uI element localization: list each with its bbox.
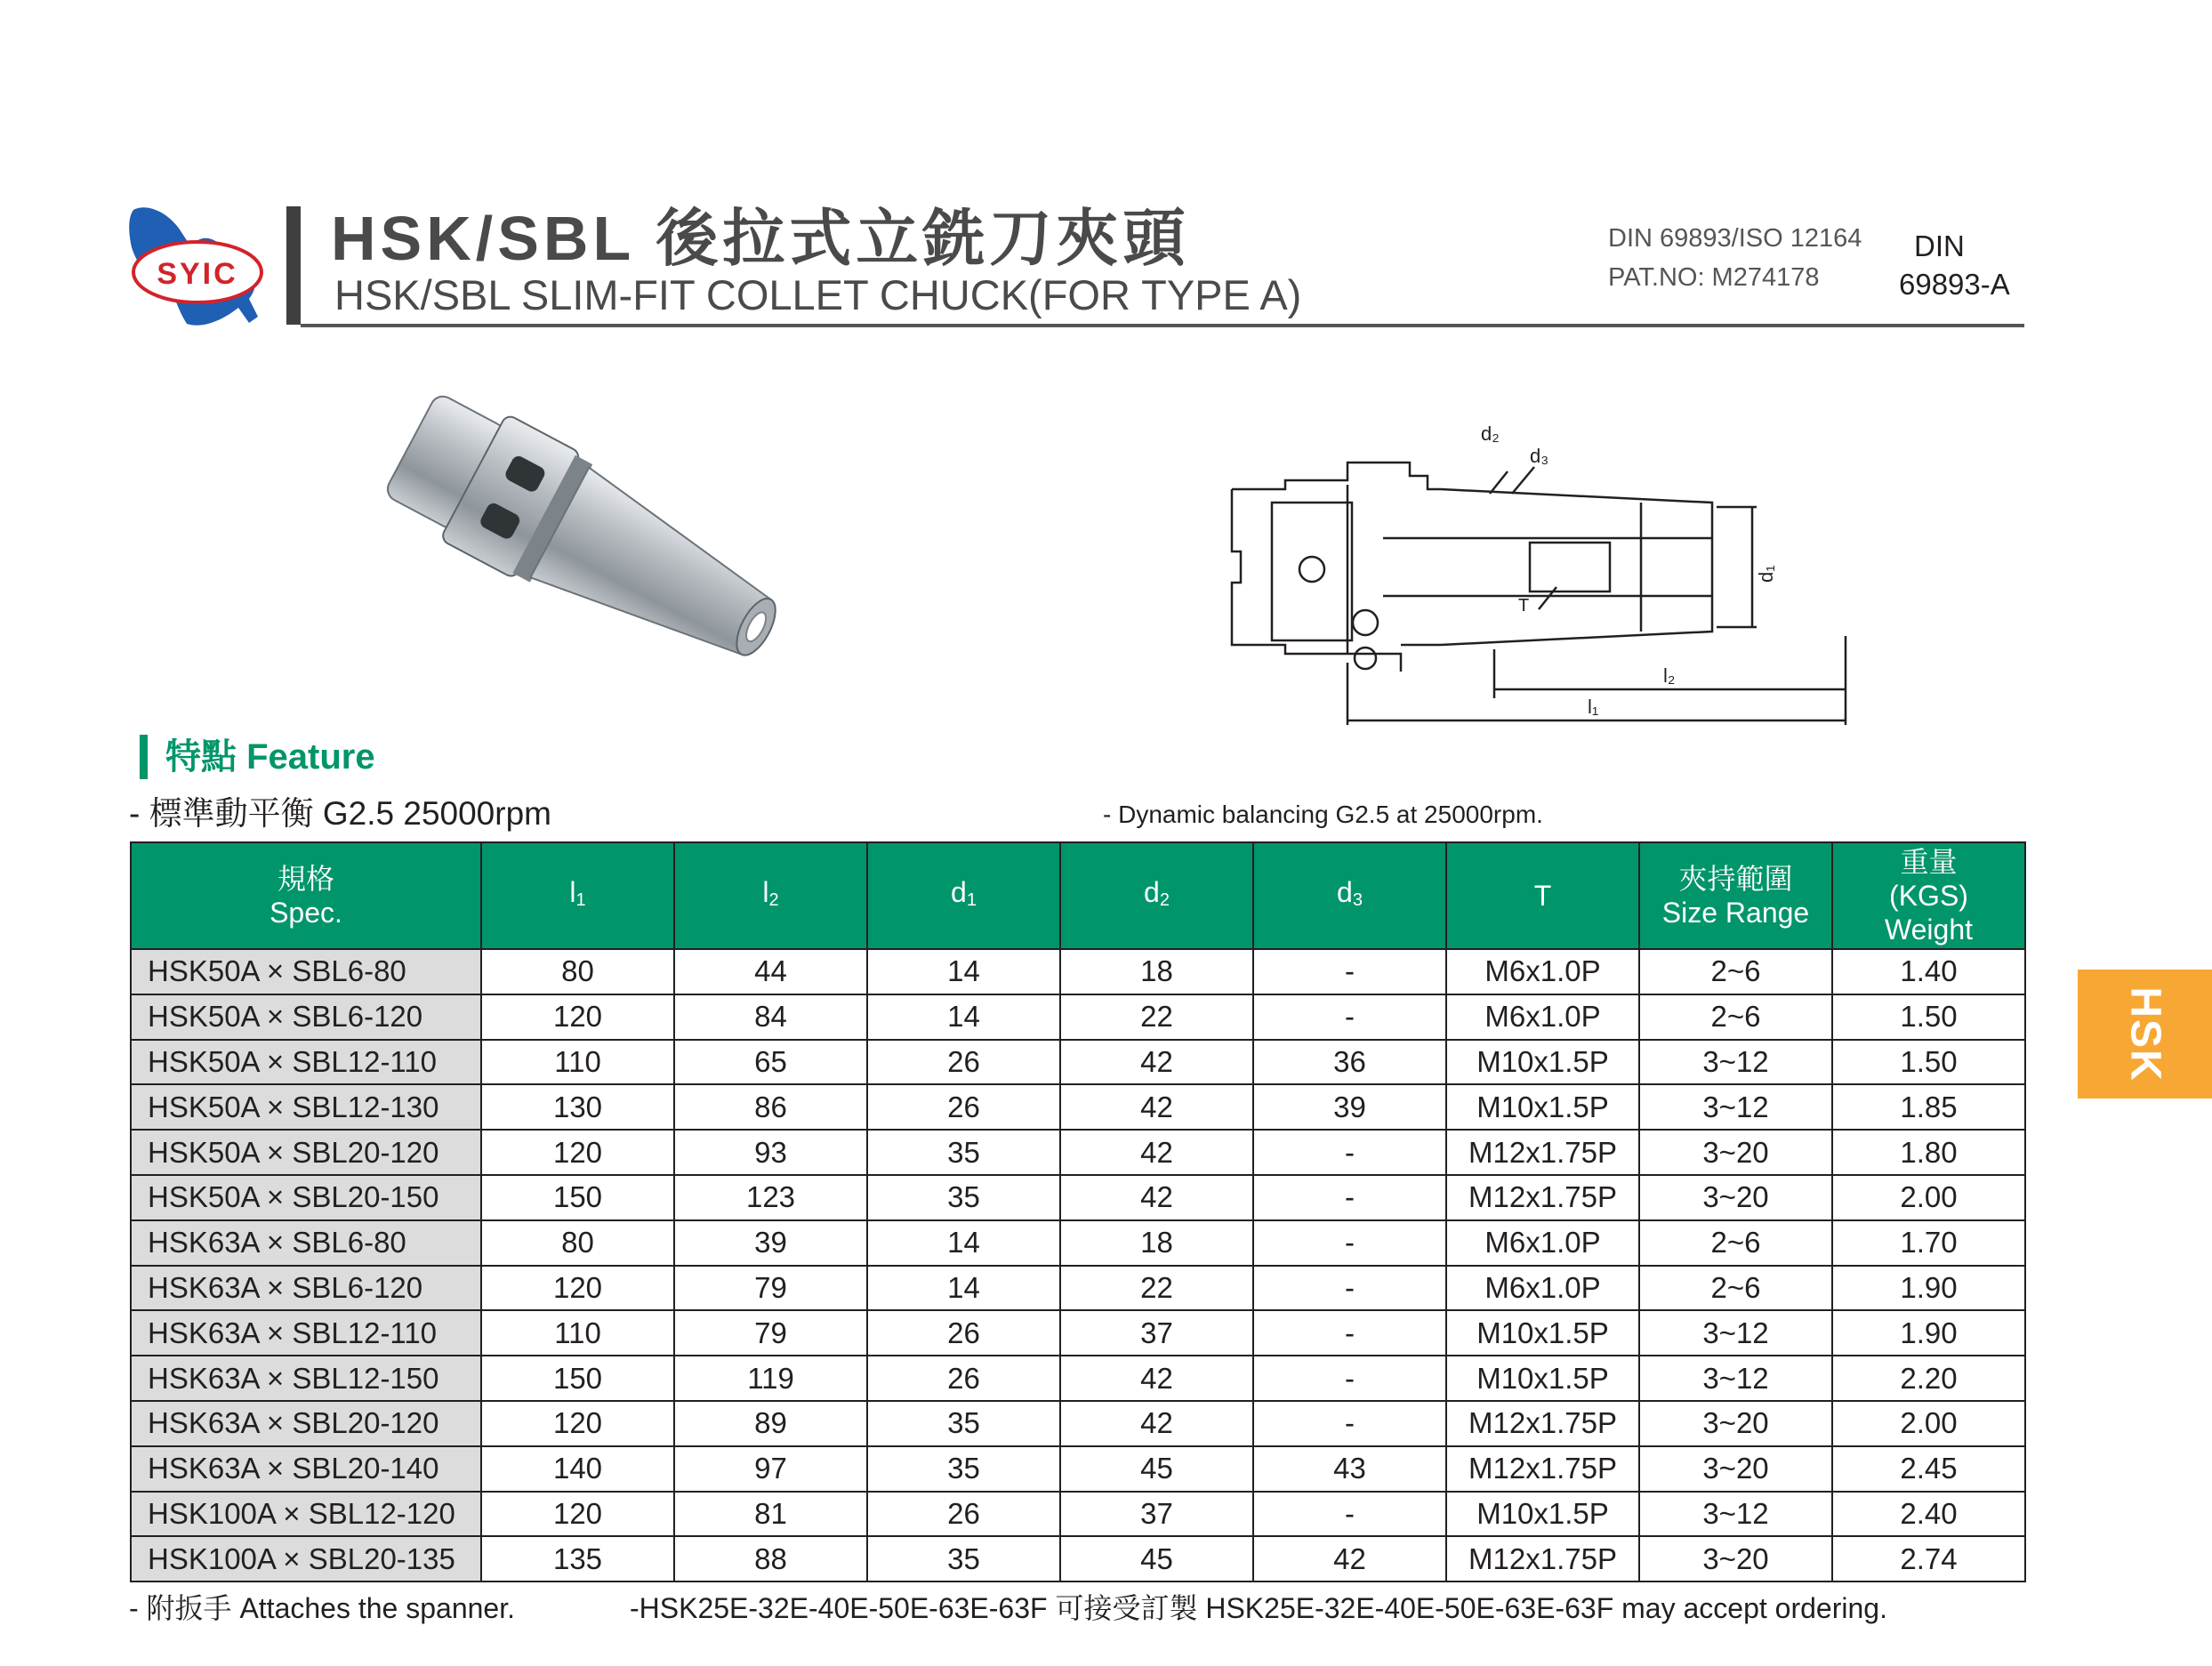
- cell-l2: 86: [674, 1084, 867, 1130]
- cell-d2: 37: [1060, 1310, 1253, 1356]
- cell-d1: 35: [867, 1536, 1060, 1581]
- feature-heading: 特點 Feature: [165, 737, 375, 777]
- table-row: [131, 1401, 2025, 1446]
- cell-d3: -: [1253, 1266, 1446, 1311]
- cell-thread: M12x1.75P: [1446, 1536, 1639, 1581]
- table-row: [131, 1175, 2025, 1220]
- technical-drawing: [1223, 405, 1908, 734]
- cell-l1: 150: [481, 1356, 674, 1401]
- cell-l1: 140: [481, 1446, 674, 1492]
- side-tab-label: HSK: [2121, 986, 2168, 1082]
- cell-weight: 2.20: [1832, 1356, 2025, 1401]
- cell-d1: 35: [867, 1130, 1060, 1175]
- cell-thread: M12x1.75P: [1446, 1175, 1639, 1220]
- cell-l2: 119: [674, 1356, 867, 1401]
- drawing-label-l2: l₂: [1663, 664, 1676, 687]
- cell-d2: 42: [1060, 1130, 1253, 1175]
- cell-spec: HSK100A × SBL12-120: [131, 1492, 481, 1537]
- cell-weight: 1.40: [1832, 949, 2025, 994]
- cell-weight: 1.85: [1832, 1084, 2025, 1130]
- cell-d1: 26: [867, 1492, 1060, 1537]
- cell-thread: M6x1.0P: [1446, 1266, 1639, 1311]
- feature-item-english: - Dynamic balancing G2.5 at 25000rpm.: [1103, 801, 1543, 828]
- cell-size-range: 3~20: [1639, 1446, 1832, 1492]
- cell-weight: 2.00: [1832, 1175, 2025, 1220]
- cell-d1: 26: [867, 1084, 1060, 1130]
- cell-d2: 42: [1060, 1401, 1253, 1446]
- cell-thread: M10x1.5P: [1446, 1084, 1639, 1130]
- cell-d3: -: [1253, 1310, 1446, 1356]
- spec-table: [130, 841, 2026, 1582]
- cell-d1: 26: [867, 1310, 1060, 1356]
- cell-d2: 42: [1060, 1356, 1253, 1401]
- cell-l2: 65: [674, 1040, 867, 1085]
- product-photo: [338, 391, 854, 783]
- cell-l1: 110: [481, 1040, 674, 1085]
- cell-d1: 35: [867, 1175, 1060, 1220]
- cell-spec: HSK63A × SBL6-120: [131, 1266, 481, 1311]
- cell-size-range: 3~12: [1639, 1356, 1832, 1401]
- page-title-chinese: HSK/SBL 後拉式立銑刀夾頭: [331, 204, 1190, 273]
- cell-d2: 42: [1060, 1175, 1253, 1220]
- cell-spec: HSK63A × SBL20-140: [131, 1446, 481, 1492]
- cell-thread: M10x1.5P: [1446, 1492, 1639, 1537]
- header-l1: $l_1$: [481, 842, 674, 949]
- cell-l2: 79: [674, 1310, 867, 1356]
- table-row: [131, 949, 2025, 994]
- cell-weight: 1.70: [1832, 1220, 2025, 1266]
- table-row: [131, 1446, 2025, 1492]
- cell-spec: HSK50A × SBL6-80: [131, 949, 481, 994]
- cell-l1: 110: [481, 1310, 674, 1356]
- cell-spec: HSK63A × SBL6-80: [131, 1220, 481, 1266]
- cell-d3: -: [1253, 994, 1446, 1040]
- table-row: [131, 1084, 2025, 1130]
- drawing-label-T: T: [1518, 596, 1530, 616]
- table-row: [131, 1310, 2025, 1356]
- cell-spec: HSK63A × SBL12-110: [131, 1310, 481, 1356]
- cell-weight: 1.80: [1832, 1130, 2025, 1175]
- cell-d3: 39: [1253, 1084, 1446, 1130]
- cell-l2: 93: [674, 1130, 867, 1175]
- cell-l1: 120: [481, 1401, 674, 1446]
- cell-weight: 2.40: [1832, 1492, 2025, 1537]
- table-row: [131, 1130, 2025, 1175]
- header-divider: [301, 324, 2024, 327]
- cell-spec: HSK50A × SBL20-120: [131, 1130, 481, 1175]
- cell-d1: 14: [867, 1220, 1060, 1266]
- cell-d1: 26: [867, 1040, 1060, 1085]
- cell-d2: 42: [1060, 1084, 1253, 1130]
- cell-l1: 120: [481, 994, 674, 1040]
- cell-l2: 44: [674, 949, 867, 994]
- table-row: [131, 1492, 2025, 1537]
- drawing-label-l1: l₁: [1588, 696, 1599, 718]
- title-accent-bar: [286, 206, 301, 325]
- cell-d1: 26: [867, 1356, 1060, 1401]
- header-weight: 重量 (KGS) Weight: [1832, 842, 2025, 949]
- cell-weight: 2.00: [1832, 1401, 2025, 1446]
- cell-size-range: 3~20: [1639, 1401, 1832, 1446]
- cell-size-range: 3~12: [1639, 1040, 1832, 1085]
- header-l2: $l_2$: [674, 842, 867, 949]
- cell-l2: 88: [674, 1536, 867, 1581]
- cell-size-range: 3~12: [1639, 1084, 1832, 1130]
- header-d1: $d_1$: [867, 842, 1060, 949]
- header-spec: 規格 Spec.: [131, 842, 481, 949]
- cell-l1: 120: [481, 1266, 674, 1311]
- table-row: [131, 1536, 2025, 1581]
- cell-thread: M6x1.0P: [1446, 994, 1639, 1040]
- cell-thread: M6x1.0P: [1446, 1220, 1639, 1266]
- cell-d3: -: [1253, 1220, 1446, 1266]
- header-d3: $d_3$: [1253, 842, 1446, 949]
- standard-text: DIN 69893/ISO 12164: [1608, 224, 1862, 253]
- drawing-label-d3: d₃: [1530, 445, 1549, 467]
- cell-thread: M10x1.5P: [1446, 1310, 1639, 1356]
- cell-size-range: 3~12: [1639, 1492, 1832, 1537]
- cell-spec: HSK100A × SBL20-135: [131, 1536, 481, 1581]
- cell-thread: M10x1.5P: [1446, 1040, 1639, 1085]
- cell-l1: 120: [481, 1130, 674, 1175]
- cell-thread: M12x1.75P: [1446, 1401, 1639, 1446]
- cell-d2: 45: [1060, 1446, 1253, 1492]
- cell-d2: 37: [1060, 1492, 1253, 1537]
- cell-weight: 2.74: [1832, 1536, 2025, 1581]
- cell-l2: 123: [674, 1175, 867, 1220]
- drawing-label-d2: d₂: [1481, 423, 1500, 445]
- feature-item-chinese: - 標準動平衡 G2.5 25000rpm: [129, 795, 551, 832]
- cell-d3: 43: [1253, 1446, 1446, 1492]
- table-row: [131, 994, 2025, 1040]
- cell-l2: 81: [674, 1492, 867, 1537]
- cell-size-range: 2~6: [1639, 994, 1832, 1040]
- cell-weight: 1.50: [1832, 994, 2025, 1040]
- logo-text: SYIC: [157, 257, 238, 291]
- cell-d3: 42: [1253, 1536, 1446, 1581]
- page-title-english: HSK/SBL SLIM-FIT COLLET CHUCK(FOR TYPE A): [334, 271, 1302, 318]
- cell-size-range: 2~6: [1639, 949, 1832, 994]
- cell-spec: HSK50A × SBL12-110: [131, 1040, 481, 1085]
- cell-l1: 150: [481, 1175, 674, 1220]
- cell-d2: 22: [1060, 1266, 1253, 1311]
- cell-size-range: 3~12: [1639, 1310, 1832, 1356]
- syic-logo: [125, 203, 271, 345]
- cell-d1: 14: [867, 1266, 1060, 1311]
- cell-d3: -: [1253, 1492, 1446, 1537]
- header-d2: $d_2$: [1060, 842, 1253, 949]
- cell-l2: 89: [674, 1401, 867, 1446]
- cell-weight: 1.90: [1832, 1266, 2025, 1311]
- cell-l1: 80: [481, 1220, 674, 1266]
- side-tab-hsk[interactable]: [2078, 970, 2212, 1099]
- cell-size-range: 3~20: [1639, 1536, 1832, 1581]
- cell-l2: 84: [674, 994, 867, 1040]
- cell-l1: 80: [481, 949, 674, 994]
- cell-weight: 2.45: [1832, 1446, 2025, 1492]
- cell-l2: 39: [674, 1220, 867, 1266]
- cell-weight: 1.90: [1832, 1310, 2025, 1356]
- cell-weight: 1.50: [1832, 1040, 2025, 1085]
- header-thread: T: [1446, 842, 1639, 949]
- cell-d1: 14: [867, 994, 1060, 1040]
- cell-thread: M6x1.0P: [1446, 949, 1639, 994]
- header-size-range: 夾持範圍 Size Range: [1639, 842, 1832, 949]
- din-label-line1: DIN: [1914, 229, 1965, 262]
- cell-size-range: 3~20: [1639, 1175, 1832, 1220]
- table-row: [131, 1040, 2025, 1085]
- cell-d3: -: [1253, 949, 1446, 994]
- cell-l2: 97: [674, 1446, 867, 1492]
- cell-thread: M12x1.75P: [1446, 1446, 1639, 1492]
- table-row: [131, 1356, 2025, 1401]
- cell-d2: 18: [1060, 949, 1253, 994]
- drawing-label-d1: d₁: [1755, 565, 1777, 583]
- footer-note-ordering: -HSK25E-32E-40E-50E-63E-63F 可接受訂製 HSK25E-32E-40E-50E-63E-63F may accept ordering.: [630, 1592, 1887, 1624]
- cell-d1: 35: [867, 1401, 1060, 1446]
- cell-d2: 42: [1060, 1040, 1253, 1085]
- cell-size-range: 3~20: [1639, 1130, 1832, 1175]
- table-header-row: [131, 842, 2025, 949]
- cell-d2: 18: [1060, 1220, 1253, 1266]
- cell-d3: -: [1253, 1401, 1446, 1446]
- table-row: [131, 1266, 2025, 1311]
- cell-spec: HSK50A × SBL12-130: [131, 1084, 481, 1130]
- cell-d3: 36: [1253, 1040, 1446, 1085]
- cell-spec: HSK63A × SBL20-120: [131, 1401, 481, 1446]
- table-row: [131, 1220, 2025, 1266]
- cell-spec: HSK50A × SBL6-120: [131, 994, 481, 1040]
- cell-size-range: 2~6: [1639, 1220, 1832, 1266]
- cell-l2: 79: [674, 1266, 867, 1311]
- cell-d1: 14: [867, 949, 1060, 994]
- cell-thread: M12x1.75P: [1446, 1130, 1639, 1175]
- cell-d3: -: [1253, 1175, 1446, 1220]
- cell-size-range: 2~6: [1639, 1266, 1832, 1311]
- cell-d1: 35: [867, 1446, 1060, 1492]
- din-label-line2: 69893-A: [1899, 268, 2010, 301]
- cell-l1: 135: [481, 1536, 674, 1581]
- footer-note-spanner: - 附扳手 Attaches the spanner.: [129, 1592, 515, 1624]
- cell-spec: HSK63A × SBL12-150: [131, 1356, 481, 1401]
- cell-d2: 22: [1060, 994, 1253, 1040]
- cell-d2: 45: [1060, 1536, 1253, 1581]
- feature-accent-bar: [140, 735, 148, 779]
- cell-spec: HSK50A × SBL20-150: [131, 1175, 481, 1220]
- cell-thread: M10x1.5P: [1446, 1356, 1639, 1401]
- patent-text: PAT.NO: M274178: [1608, 263, 1820, 292]
- cell-l1: 120: [481, 1492, 674, 1537]
- cell-d3: -: [1253, 1130, 1446, 1175]
- cell-l1: 130: [481, 1084, 674, 1130]
- cell-d3: -: [1253, 1356, 1446, 1401]
